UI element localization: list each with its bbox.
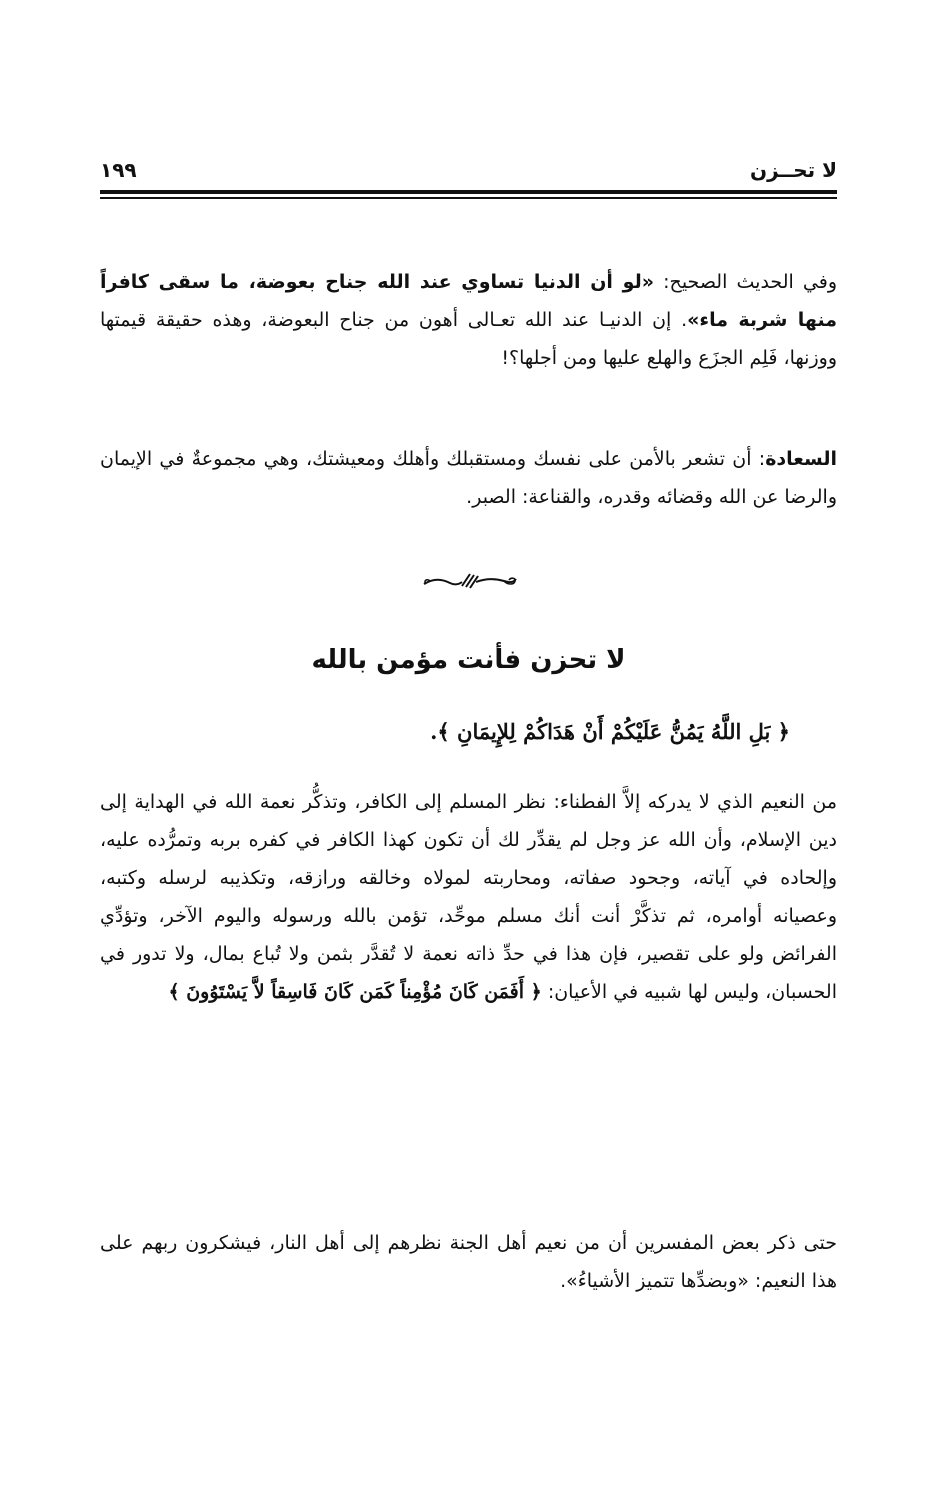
blessing-text: من النعيم الذي لا يدركه إلاَّ الفطناء: نظر المسلم إلى الكافر، وتذكُّر نعمة الله في الهداية إلى دين الإسلام، وأن الله عز وجل لم يقدِّر لك أن تكون كهذا الكافر في كفره بربه وتمرُّده عليه، وإلحاده في آياته، وجحود صفاته، ومحاربته لمولاه وخالقه ورازقه، وتكذيبه لرسله وكتبه، وعصيانه أوامره، ثم تذكَّرْ أنت أنك مسلم موحِّد، تؤمن بالله ورسوله واليوم الآخر، وتؤدِّي الفرائض ولو على تقصير، فإن هذا في حدِّ ذاته نعمة لا تُقدَّر بثمن ولا تُباع بمال، ولا تدور في الحسبان، وليس لها شبيه في الأعيان:: [100, 791, 837, 1003]
header-rule-thin: [100, 197, 837, 199]
page-number: ١٩٩: [100, 158, 137, 182]
blessing-verse: ﴿ أَفَمَن كَانَ مُؤْمِناً كَمَن كَانَ فَاسِقاً لاَّ يَسْتَوُونَ ﴾: [168, 981, 542, 1003]
running-title: لا تحــزن: [750, 158, 837, 182]
happiness-definition: : أن تشعر بالأمن على نفسك ومستقبلك وأهلك ومعيشتك، وهي مجموعةٌ في الإيمان والرضا عن الله وقضائه وقدره، والقناعة: الصبر.: [100, 448, 837, 508]
paradise-text: حتى ذكر بعض المفسرين أن من نعيم أهل الجنة نظرهم إلى أهل النار، فيشكرون ربهم على هذا النعيم: «وبضدِّها تتميز الأشياءُ».: [100, 1232, 837, 1292]
paragraph-happiness: [100, 440, 837, 516]
section-divider-ornament: [420, 570, 520, 592]
hadith-intro: وفي الحديث الصحيح:: [654, 271, 838, 293]
page-header: [100, 152, 837, 188]
section-title: لا تحزن فأنت مؤمن بالله: [311, 645, 626, 675]
quran-verse: ﴿ بَلِ اللَّهُ يَمُنُّ عَلَيْكُمْ أَنْ هَدَاكُمْ لِلإِيمَانِ ﴾.: [430, 719, 790, 744]
paragraph-hadith: [100, 263, 837, 377]
happiness-term: السعادة: [765, 448, 837, 470]
hadith-commentary: . إن الدنيـا عند الله تعـالى أهون من جناح البعوضة، وهذه حقيقة قيمتها ووزنها، فَلِم الجزَع والهلع عليها ومن أجلها؟!: [100, 309, 837, 369]
hadith-quote: «لو أن الدنيا تساوي عند الله جناح بعوضة، ما سقى كافراً منها شربة ماء»: [100, 271, 837, 331]
header-rule-thick: [100, 190, 837, 194]
paragraph-blessing: [100, 783, 837, 1011]
paragraph-paradise: [100, 1224, 837, 1300]
